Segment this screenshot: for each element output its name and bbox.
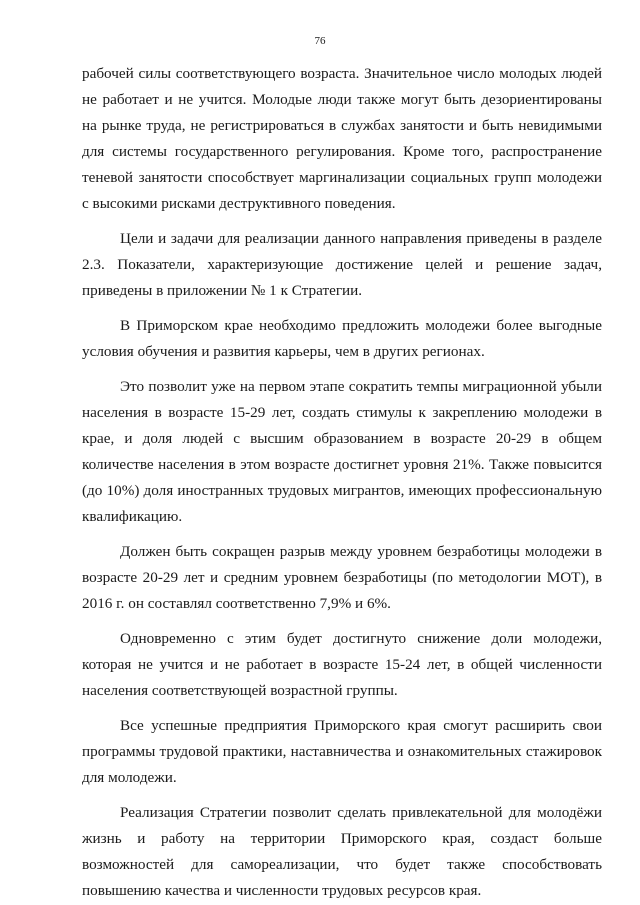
paragraph-goals: Цели и задачи для реализации данного направления приведены в разделе 2.3. Показатели, характеризующие достижение целей и решение задач, приведены в приложении № 1 к Стратегии. [82,230,602,299]
paragraph-strategy: Реализация Стратегии позволит сделать привлекательной для молодёжи жизнь и работу на территории Приморского края, создаст больше возможностей для самореализации, что будет также способствовать повышению качества и численности трудовых ресурсов края. [82,804,602,899]
paragraph-unemployment: Должен быть сокращен разрыв между уровнем безработицы молодежи в возрасте 20-29 лет и средним уровнем безработицы (по методологии МОТ), в 2016 г. он составлял соответственно 7,9% и 6%. [82,543,602,612]
paragraph-migration: Это позволит уже на первом этапе сократить темпы миграционной убыли населения в возрасте 15-29 лет, создать стимулы к закреплению молодежи в крае, и доля людей с высшим образованием в возрасте 20-29 в общем количестве населения в этом возрасте достигнет уровня 21%. Также повысится (до 10%) доля иностранных трудовых мигрантов, имеющих профессиональную квалификацию. [82,378,602,525]
document-body [82,61,602,904]
page-number: 76 [314,35,326,47]
paragraph-continuation: рабочей силы соответствующего возраста. Значительное число молодых людей не работает и не учится. Молодые люди также могут быть дезориентированы на рынке труда, не регистрироваться в службах занятости и быть невидимыми для системы государственного регулирования. Кроме того, распространение теневой занятости способствует маргинализации социальных групп молодежи с высокими рисками деструктивного поведения. [82,65,602,212]
paragraph-neet: Одновременно с этим будет достигнуто снижение доли молодежи, которая не учится и не работает в возрасте 15-24 лет, в общей численности населения соответствующей возрастной группы. [82,630,602,699]
paragraph-primorsky-conditions: В Приморском крае необходимо предложить молодежи более выгодные условия обучения и развития карьеры, чем в других регионах. [82,317,602,360]
paragraph-enterprises: Все успешные предприятия Приморского края смогут расширить свои программы трудовой практики, наставничества и ознакомительных стажировок для молодежи. [82,717,602,786]
